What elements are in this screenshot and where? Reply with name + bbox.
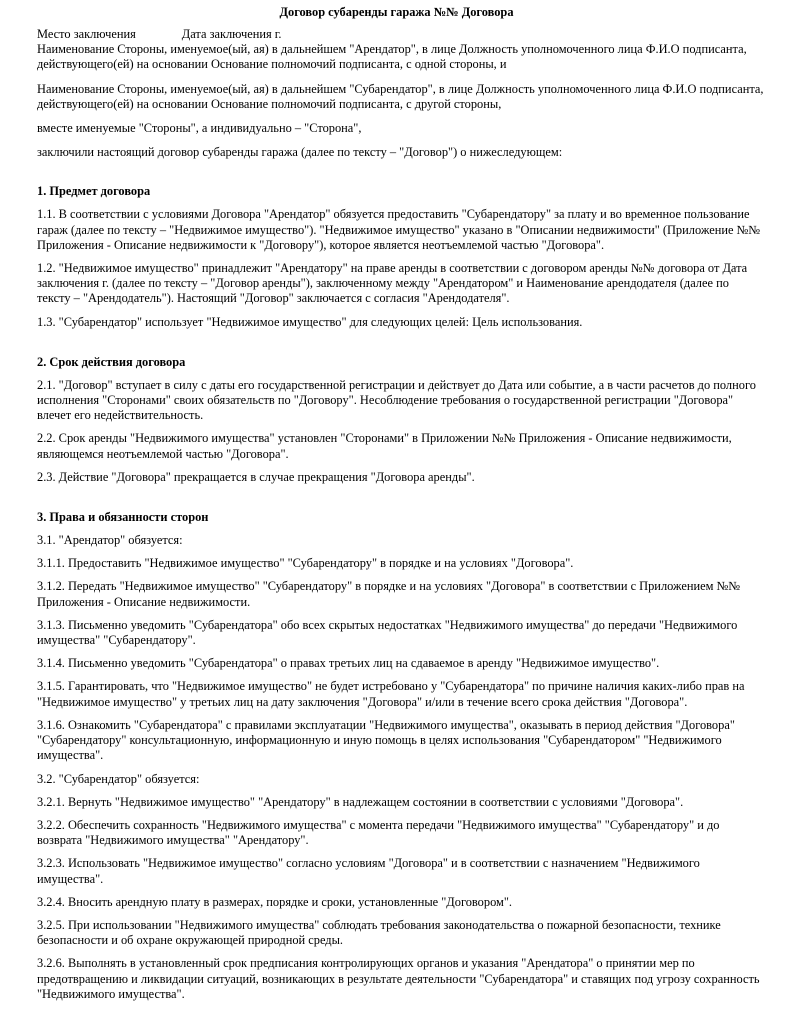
- clause-paragraph: 3.2.2. Обеспечить сохранность "Недвижимого имущества" с момента передачи "Недвижимого имущества" "Субарендатору" и до возврата "Недвижимого имущества" "Арендатору".: [37, 817, 720, 848]
- section-heading: 1. Предмет договора: [37, 184, 151, 199]
- clause-paragraph: 2.1. "Договор" вступает в силу с даты его государственной регистрации и действует до Дата или событие, а в части расчетов до полного исполнения "Сторонами" своих обязательств по "Договору". Несоблюдение требования о государственной регистрации "Договора" влечет его недействительность.: [37, 377, 756, 423]
- clause-paragraph: 3.2. "Субарендатор" обязуется:: [37, 771, 200, 786]
- clause-paragraph: 1.3. "Субарендатор" использует "Недвижимое имущество" для следующих целей: Цель использования.: [37, 314, 583, 329]
- section-rights-obligations: [37, 509, 764, 1002]
- clause-paragraph: 3.2.4. Вносить арендную плату в размерах, порядке и сроки, установленные "Договором".: [37, 894, 513, 909]
- intro-agreement-statement: заключили настоящий договор субаренды гаража (далее по тексту – "Договор") о нижеследующем:: [37, 145, 563, 160]
- clause-paragraph: 3.1.6. Ознакомить "Субарендатора" с правилами эксплуатации "Недвижимого имущества", оказывать в период действия "Договора" "Субарендатору" консультационную, информационную и иную помощь в целях использования "Субарендатором" "Недвижимого имущества".: [37, 717, 735, 763]
- clause-paragraph: 3.2.6. Выполнять в установленный срок предписания контролирующих органов и указания "Арендатора" о принятии мер по предотвращению и ликвидации ситуаций, возникающих в результате деятельности "Субарендатора" и ставящих под угрозу сохранность "Недвижимого имущества".: [37, 956, 760, 1001]
- clause-paragraph: 3.2.1. Вернуть "Недвижимое имущество" "Арендатору" в надлежащем состоянии в соответствии с условиями "Договора".: [37, 794, 684, 809]
- place-of-conclusion: Место заключения: [37, 27, 136, 41]
- intro-party-lessee: Наименование Стороны, именуемое(ый, ая) в дальнейшем "Арендатор", в лице Должность уполномоченного лица Ф.И.О подписанта, действующего(ей) на основании Основание полномочий подписанта, с одной стороны, и: [37, 42, 747, 72]
- intro-parties-definition: вместе именуемые "Стороны", а индивидуально – "Сторона",: [37, 121, 362, 136]
- clause-paragraph: 2.3. Действие "Договора" прекращается в случае прекращения "Договора аренды".: [37, 469, 475, 484]
- intro-party-sublessee: Наименование Стороны, именуемое(ый, ая) в дальнейшем "Субарендатор", в лице Должность уполномоченного лица Ф.И.О подписанта, действующего(ей) на основании Основание полномочий подписанта, с другой стороны,: [37, 81, 764, 111]
- section-subject: [37, 183, 764, 329]
- clause-paragraph: 3.1.5. Гарантировать, что "Недвижимое имущество" не будет истребовано у "Субарендатора" по причине наличия каких-либо прав на "Недвижимое имущество" у третьих лиц на дату заключения "Договора" и/или в течение всего срока действия "Договора".: [37, 679, 745, 709]
- document-header-line: [37, 27, 764, 42]
- clause-paragraph: 3.2.5. При использовании "Недвижимого имущества" соблюдать требования законодательства о пожарной безопасности, технике безопасности и об охране окружающей природной среды.: [37, 917, 721, 948]
- clause-paragraph: 3.1. "Арендатор" обязуется:: [37, 533, 183, 548]
- document-title: Договор субаренды гаража №№ Договора: [279, 5, 514, 19]
- section-term: [37, 354, 764, 485]
- section-heading: 3. Права и обязанности сторон: [37, 510, 209, 525]
- section-heading: 2. Срок действия договора: [37, 354, 186, 369]
- clause-paragraph: 2.2. Срок аренды "Недвижимого имущества" установлен "Сторонами" в Приложении №№ Приложения - Описание недвижимости, являющемся неотъемлемой частью "Договора".: [37, 431, 732, 461]
- clause-paragraph: 1.1. В соответствии с условиями Договора "Арендатор" обязуется предоставить "Субарендатору" за плату и во временное пользование гараж (далее по тексту – "Недвижимое имущество"). "Недвижимое имущество" указано в "Описании недвижимости" (Приложение №№ Приложения - Описание недвижимости к "Договору"), которое является неотъемлемой частью "Договора".: [37, 207, 761, 252]
- clause-paragraph: 3.1.2. Передать "Недвижимое имущество" "Субарендатору" в порядке и на условиях "Договора" в соответствии с Приложением №№ Приложения - Описание недвижимости.: [37, 579, 741, 609]
- date-of-conclusion: Дата заключения г.: [181, 27, 282, 41]
- clause-paragraph: 3.1.1. Предоставить "Недвижимое имущество" "Субарендатору" в порядке и на условиях "Договора".: [37, 556, 574, 571]
- clause-paragraph: 3.1.4. Письменно уведомить "Субарендатора" о правах третьих лиц на сдаваемое в аренду "Недвижимое имущество".: [37, 656, 660, 671]
- document-body: [37, 27, 764, 1010]
- clause-paragraph: 3.1.3. Письменно уведомить "Субарендатора" обо всех скрытых недостатках "Недвижимого имущества" до передачи "Недвижимого имущества" "Субарендатору".: [37, 617, 738, 648]
- clause-paragraph: 3.2.3. Использовать "Недвижимое имущество" согласно условиям "Договора" и в соответствии с назначением "Недвижимого имущества".: [37, 856, 700, 886]
- clause-paragraph: 1.2. "Недвижимое имущество" принадлежит "Арендатору" на праве аренды в соответствии с договором аренды №№ договора от Дата заключения г. (далее по тексту – "Договор аренды"), заключенному между "Арендатором" и Наименование арендодателя (далее по тексту – "Арендодатель"). Настоящий "Договор" заключается с согласия "Арендодателя".: [37, 261, 748, 306]
